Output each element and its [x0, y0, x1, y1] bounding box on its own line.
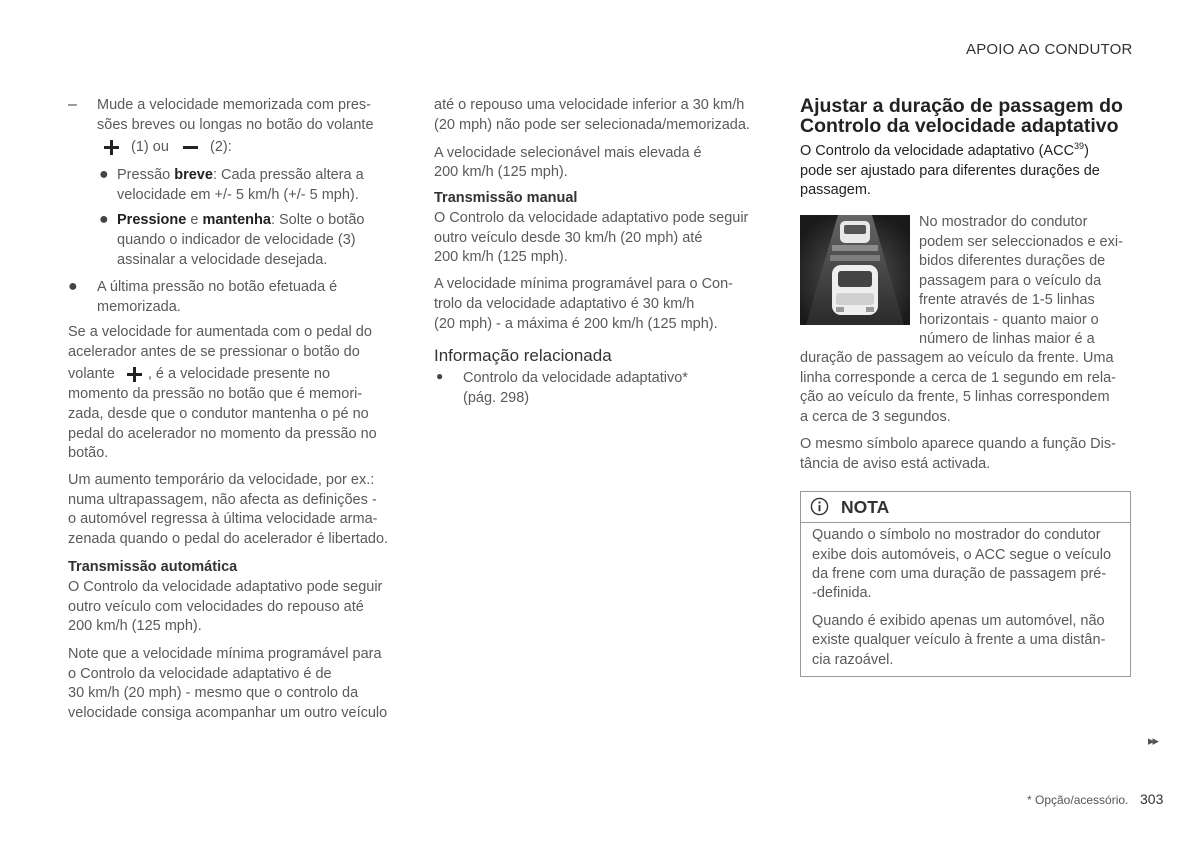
beside-line2: podem ser seleccionados e exi-	[919, 234, 1123, 250]
para4-line2: o Controlo da velocidade adaptativo é de	[68, 666, 332, 682]
beside-line7: número de linhas maior é a	[919, 331, 1095, 347]
beside-line5: frente através de 1-5 linhas	[919, 292, 1095, 308]
sub2-b: e	[186, 212, 203, 228]
para3-line2: outro veículo com velocidades do repouso até	[68, 599, 364, 615]
note-header	[801, 492, 1130, 523]
cont-line1: duração de passagem ao veículo da frente. Uma	[800, 350, 1114, 366]
para2-line1: Um aumento temporário da velocidade, por ex.:	[68, 472, 375, 488]
related-link[interactable]	[463, 369, 688, 408]
c3-para2-line2: tância de aviso está activada.	[800, 456, 991, 472]
related-link-line1[interactable]: Controlo da velocidade adaptativo*	[463, 370, 688, 386]
c2-para1-line1: até o repouso uma velocidade inferior a 30 km/h	[434, 97, 745, 113]
sub2-line1	[117, 211, 364, 231]
para3-line1: O Controlo da velocidade adaptativo pode seguir	[68, 579, 383, 595]
beside-line6: horizontais - quanto maior o	[919, 312, 1099, 328]
bullet-icon: ●	[436, 369, 444, 383]
para1-line2: acelerador antes de se pressionar o botão do	[68, 344, 360, 360]
cont-line4: a cerca de 3 segundos.	[800, 409, 951, 425]
footnote-text: * Opção/acessório.	[1027, 793, 1129, 807]
car-following-illustration	[800, 215, 910, 325]
dash-item-line1: Mude a velocidade memorizada com pres-	[97, 97, 372, 113]
section-header: APOIO AO CONDUTOR	[966, 41, 1133, 58]
lead-line1-text: O Controlo da velocidade adaptativo (ACC	[800, 143, 1075, 159]
note-p1-line3: da frene com uma duração de passagem pré-	[812, 566, 1107, 582]
para2-line2: numa ultrapassagem, não afecta as definições -	[68, 492, 377, 508]
sub2-line2: quando o indicador de velocidade (3)	[117, 232, 356, 248]
related-info-heading: Informação relacionada	[434, 346, 612, 365]
note-p1-line1: Quando o símbolo no mostrador do condutor	[812, 527, 1101, 543]
para1-line3-rest: , é a velocidade presente no	[147, 366, 331, 382]
lead-line3: passagem.	[800, 182, 871, 198]
para4-line3: 30 km/h (20 mph) - mesmo que o controlo da	[68, 685, 359, 701]
para2-line4: zenada quando o pedal do acelerador é libertado.	[68, 531, 389, 547]
note-p2-line3: cia razoável.	[812, 652, 894, 668]
bullet2-line2: memorizada.	[97, 299, 181, 315]
beside-line4: passagem para o veículo da	[919, 273, 1102, 289]
bullet-icon: ●	[68, 278, 78, 295]
plus-button-icon	[104, 140, 119, 155]
footnote-ref: 39	[1074, 141, 1085, 152]
related-link-line2[interactable]: (pág. 298)	[463, 389, 530, 406]
c2-para3-line3: 200 km/h (125 mph).	[434, 249, 568, 265]
cont-line3: ção ao veículo da frente, 5 linhas correspondem	[800, 389, 1110, 405]
c2-para2-line2: 200 km/h (125 mph).	[434, 164, 568, 180]
note-box	[800, 491, 1131, 677]
c2-para3-line2: outro veículo desde 30 km/h (20 mph) até	[434, 230, 703, 246]
c2-para3-line1: O Controlo da velocidade adaptativo pode seguir	[434, 210, 749, 226]
note-p1-line2: exibe dois automóveis, o ACC segue o veículo	[812, 547, 1112, 563]
beside-line3: bidos diferentes durações de	[919, 253, 1106, 269]
note-p2-line2: existe qualquer veículo à frente a uma distân-	[812, 632, 1106, 648]
beside-line1: No mostrador do condutor	[919, 214, 1088, 230]
sub2-line3: assinalar a velocidade desejada.	[117, 252, 328, 268]
heading-transmissao-automatica: Transmissão automática	[68, 559, 238, 575]
dash-marker: –	[68, 96, 77, 113]
para1-line5: zada, desde que o condutor mantenha o pé no	[68, 406, 369, 422]
text-2: (2):	[209, 139, 232, 155]
lead-line1-end: )	[1084, 143, 1089, 159]
c2-para4-line1: A velocidade mínima programável para o Con-	[434, 276, 734, 292]
sub1-a: Pressão	[117, 167, 175, 183]
para4-line1: Note que a velocidade mínima programável para	[68, 646, 382, 662]
bullet2-line1: A última pressão no botão efetuada é	[97, 279, 338, 295]
para1-line1: Se a velocidade for aumentada com o pedal do	[68, 324, 372, 340]
sub1-b: breve	[174, 167, 213, 183]
c2-para4-line3: (20 mph) - a máxima é 200 km/h (125 mph).	[434, 316, 718, 332]
note-p2-line1: Quando é exibido apenas um automóvel, não	[812, 613, 1105, 629]
dash-item-line2: sões breves ou longas no botão do volante	[97, 117, 374, 133]
c3-para2-line1: O mesmo símbolo aparece quando a função Dis-	[800, 436, 1116, 452]
section-title-line2: Controlo da velocidade adaptativo	[800, 115, 1119, 137]
para1-line7: botão.	[68, 445, 109, 461]
para4-line4: velocidade consiga acompanhar um outro veículo	[68, 705, 388, 721]
sub1-line2: velocidade em +/- 5 km/h (+/- 5 mph).	[117, 187, 359, 203]
lead-line1	[800, 142, 1089, 162]
page-number: 303	[1140, 791, 1164, 807]
lead-line2: pode ser ajustado para diferentes durações de	[800, 163, 1100, 179]
sub1-line1	[117, 166, 364, 186]
c2-para4-line2: trolo da velocidade adaptativo é 30 km/h	[434, 296, 695, 312]
sub2-a: Pressione	[117, 212, 187, 228]
bullet-icon: ●	[99, 211, 109, 228]
minus-button-icon	[183, 140, 198, 155]
text-or: (1) ou	[131, 139, 169, 155]
sub1-c: : Cada pressão altera a	[212, 167, 364, 183]
c2-para1-line2: (20 mph) não pode ser selecionada/memorizada.	[434, 117, 750, 133]
para3-line3: 200 km/h (125 mph).	[68, 618, 202, 634]
dash-item-line3	[104, 138, 232, 158]
info-icon	[810, 497, 829, 516]
cont-line2: linha corresponde a cerca de 1 segundo em rela-	[800, 370, 1116, 386]
para1-volante: volante	[68, 366, 115, 382]
sub2-d: : Solte o botão	[270, 212, 365, 228]
section-title-line1: Ajustar a duração de passagem do	[800, 95, 1123, 117]
driver-display-image	[800, 215, 910, 325]
note-title: NOTA	[841, 497, 890, 517]
note-p1-line4: -definida.	[812, 585, 872, 601]
bullet-icon: ●	[99, 166, 109, 183]
heading-transmissao-manual: Transmissão manual	[434, 190, 578, 206]
continue-arrows-icon: ▸▸	[1148, 733, 1158, 748]
sub2-c: mantenha	[202, 212, 271, 228]
plus-button-icon	[127, 367, 142, 382]
para1-line6: pedal do acelerador no momento da pressão no	[68, 426, 377, 442]
c2-para2-line1: A velocidade selecionável mais elevada é	[434, 145, 702, 161]
para1-line4: momento da pressão no botão que é memori-	[68, 386, 363, 402]
para1-line3	[68, 365, 330, 385]
para2-line3: o automóvel regressa à última velocidade arma-	[68, 511, 378, 527]
